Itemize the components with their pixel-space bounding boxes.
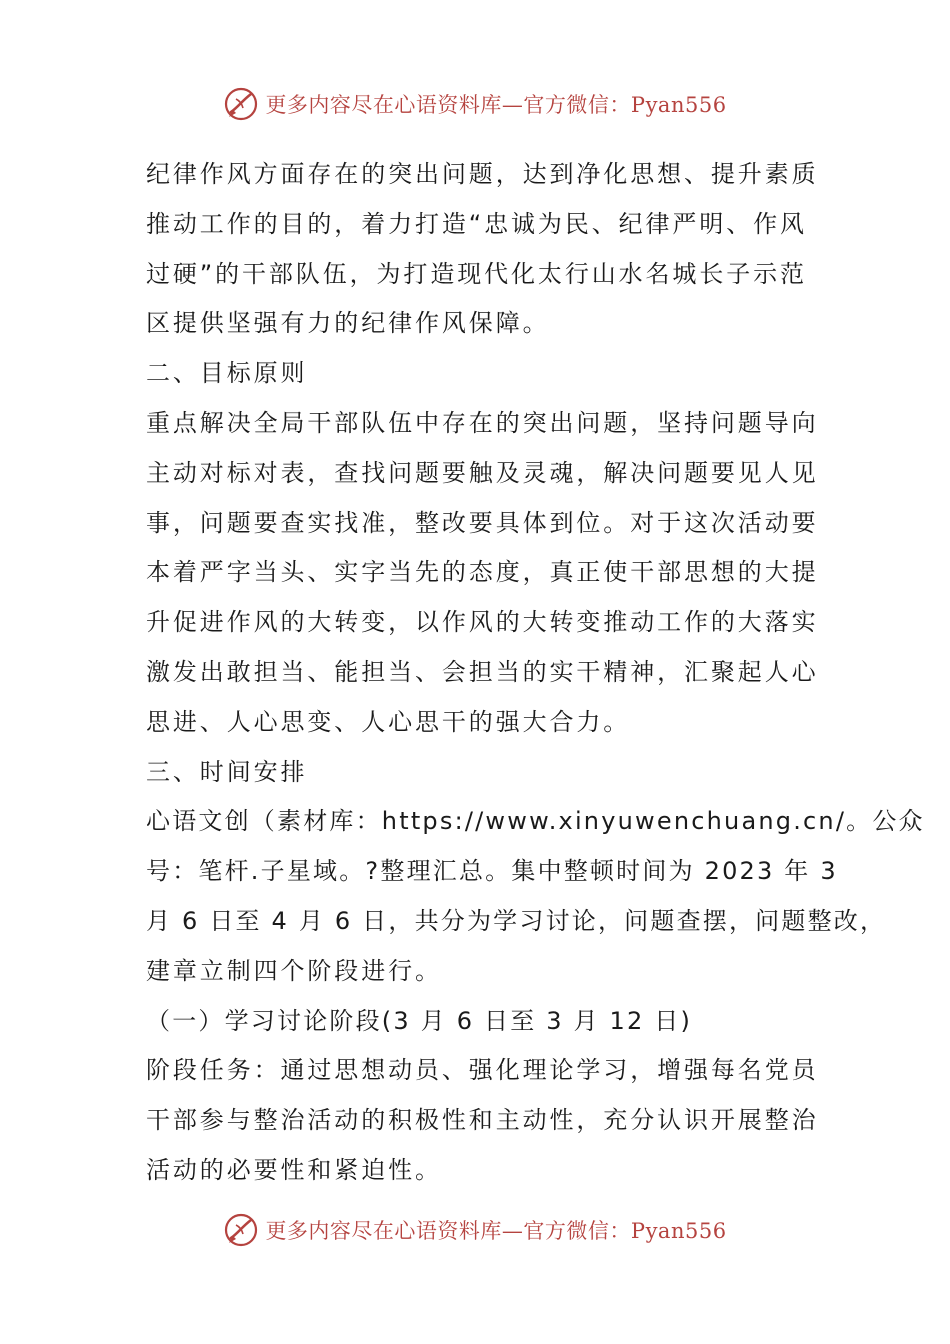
subsection-heading: （一）学习讨论阶段(3 月 6 日至 3 月 12 日) xyxy=(146,1006,693,1035)
text-line: 思进、人心思变、人心思干的强大合力。 xyxy=(146,707,631,736)
section-heading: 二、目标原则 xyxy=(146,359,308,388)
text-line: 推动工作的目的，着力打造“忠诚为民、纪律严明、作风 xyxy=(146,209,807,238)
text-line: 区提供坚强有力的纪律作风保障。 xyxy=(146,309,550,338)
text-line: 建章立制四个阶段进行。 xyxy=(146,956,442,985)
header-watermark xyxy=(0,84,950,124)
text-line: 重点解决全局干部队伍中存在的突出问题，坚持问题导向 xyxy=(146,408,819,437)
text-line: 升促进作风的大转变，以作风的大转变推动工作的大落实 xyxy=(146,608,819,637)
text-line: 活动的必要性和紧迫性。 xyxy=(146,1155,442,1184)
footer-watermark xyxy=(0,1210,950,1250)
text-line: 主动对标对表，查找问题要触及灵魂，解决问题要见人见 xyxy=(146,458,819,487)
watermark-text: 更多内容尽在心语资料库—官方微信：Pyan556 xyxy=(265,1219,727,1243)
pen-logo-icon xyxy=(223,86,259,122)
text-line: 激发出敢担当、能担当、会担当的实干精神，汇聚起人心 xyxy=(146,657,819,686)
text-line: 事，问题要查实找准，整改要具体到位。对于这次活动要 xyxy=(146,508,819,537)
text-line: 月 6 日至 4 月 6 日，共分为学习讨论，问题查摆，问题整改， xyxy=(146,906,887,935)
text-line: 号：笔杆.子星域。?整理汇总。集中整顿时间为 2023 年 3 xyxy=(146,857,838,886)
text-line: 过硬”的干部队伍，为打造现代化太行山水名城长子示范 xyxy=(146,259,807,288)
pen-logo-icon xyxy=(223,1212,259,1248)
text-line: 心语文创（素材库：https://www.xinyuwenchuang.cn/。公众 xyxy=(146,807,925,836)
watermark-text: 更多内容尽在心语资料库—官方微信：Pyan556 xyxy=(265,93,727,117)
text-line: 干部参与整治活动的积极性和主动性，充分认识开展整治 xyxy=(146,1106,819,1135)
document-body xyxy=(146,150,925,1196)
section-heading: 三、时间安排 xyxy=(146,757,308,786)
text-line: 本着严字当头、实字当先的态度，真正使干部思想的大提 xyxy=(146,558,819,587)
text-line: 纪律作风方面存在的突出问题，达到净化思想、提升素质 xyxy=(146,160,819,188)
text-line: 阶段任务：通过思想动员、强化理论学习，增强每名党员 xyxy=(146,1056,819,1085)
